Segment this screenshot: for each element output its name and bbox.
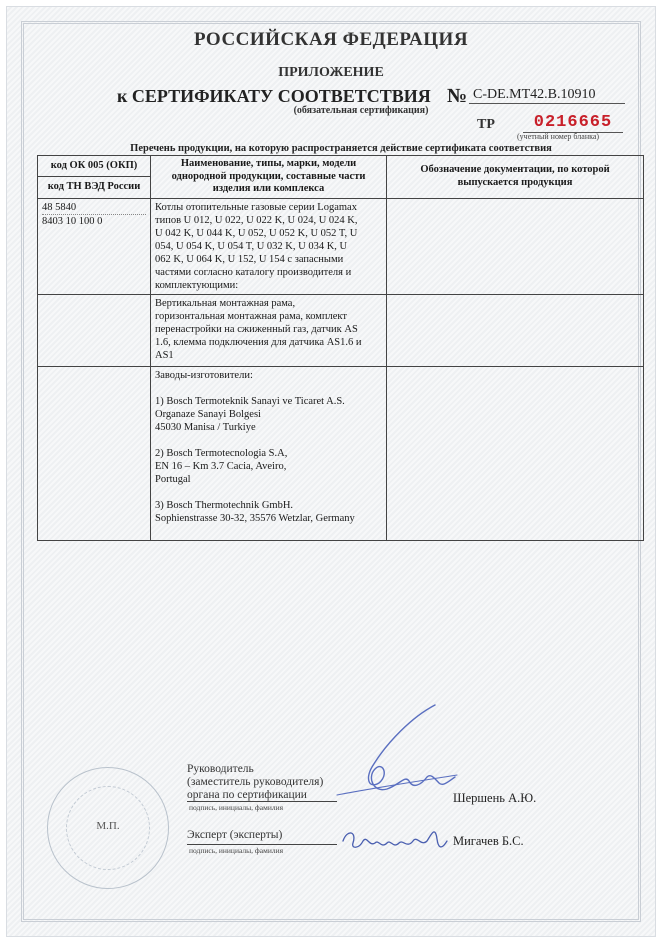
codes-cell xyxy=(38,294,151,366)
documentation-cell xyxy=(387,294,644,366)
description-line: 062 K, U 064 K, U 152, U 154 с запасными xyxy=(155,253,344,265)
product-description xyxy=(151,198,387,294)
blank-number: 0216665 xyxy=(523,113,623,133)
manufacturers-title: Заводы-изготовители: xyxy=(155,369,253,381)
codes-cell xyxy=(38,198,151,294)
manufacturers-cell xyxy=(151,366,387,540)
manufacturer-line: Portugal xyxy=(155,473,191,485)
manufacturer-line: 3) Bosch Thermotechnik GmbH. xyxy=(155,499,294,511)
manufacturer-line: 2) Bosch Termotecnologia S.A, xyxy=(155,447,288,459)
head-label-line: органа по сертификации xyxy=(187,789,307,801)
certificate-page xyxy=(6,6,656,937)
table-row xyxy=(38,294,644,366)
expert-signature-line xyxy=(187,844,337,845)
manufacturer-line: EN 16 – Km 3.7 Cacia, Aveiro, xyxy=(155,460,287,472)
accessories-description xyxy=(151,294,387,366)
certificate-number: C-DE.MT42.B.10910 xyxy=(469,87,625,104)
head-label-line: (заместитель руководителя) xyxy=(187,776,324,788)
code-header xyxy=(38,156,151,199)
expert-signature-caption: подпись, инициалы, фамилия xyxy=(189,846,284,855)
description-line: 1.6, клемма подключения для датчика AS1.6 и xyxy=(155,336,362,348)
description-line: Вертикальная монтажная рама, xyxy=(155,297,296,309)
blank-number-note: (учетный номер бланка) xyxy=(517,132,600,141)
documentation-cell xyxy=(387,366,644,540)
tnved-code-header: код ТН ВЭД России xyxy=(47,181,141,193)
tp-label: ТР xyxy=(477,117,495,132)
tnved-code: 8403 10 100 0 xyxy=(42,215,103,227)
manufacturer-line: 45030 Manisa / Turkiye xyxy=(155,421,256,433)
description-line: комплектующими: xyxy=(155,279,239,291)
documentation-cell xyxy=(387,198,644,294)
description-line: Котлы отопительные газовые серии Logamax xyxy=(155,201,357,213)
certification-type: (обязательная сертификация) xyxy=(293,105,429,116)
head-name: Шершень А.Ю. xyxy=(453,791,537,805)
head-handwritten-signature xyxy=(317,697,467,817)
country-title: РОССИЙСКАЯ ФЕДЕРАЦИЯ xyxy=(193,29,469,50)
number-sign: № xyxy=(447,85,468,107)
description-line: 054, U 054 K, U 054 T, U 032 K, U 034 K, U xyxy=(155,240,348,252)
description-line: AS1 xyxy=(155,349,174,361)
head-signature-caption: подпись, инициалы, фамилия xyxy=(189,803,284,812)
okp-code: 48 5840 xyxy=(42,201,146,215)
expert-name: Мигачев Б.С. xyxy=(453,834,524,848)
table-header-row xyxy=(38,156,644,199)
table-row xyxy=(38,198,644,294)
description-line: U 042 K, U 044 K, U 052, U 052 K, U 052 T, U xyxy=(155,227,358,239)
expert-handwritten-signature xyxy=(337,819,457,859)
head-signature-line xyxy=(187,801,337,802)
okp-code-header: код ОК 005 (ОКП) xyxy=(38,156,150,177)
product-name-header: Наименование, типы, марки, модели однородной продукции, составные части изделия или комплекса xyxy=(151,156,387,199)
manufacturer-line: 1) Bosch Termoteknik Sanayi ve Ticaret A.S. xyxy=(155,395,345,407)
manufacturer-line: Organaze Sanayi Bolgesi xyxy=(155,408,261,420)
codes-cell xyxy=(38,366,151,540)
stamp-label: М.П. xyxy=(96,820,120,832)
expert-label: Эксперт (эксперты) xyxy=(187,829,283,841)
product-list-title: Перечень продукции, на которую распространяется действие сертификата соответствия xyxy=(130,143,552,154)
product-table xyxy=(37,155,644,541)
table-row xyxy=(38,366,644,540)
certificate-title: к СЕРТИФИКАТУ СООТВЕТСТВИЯ xyxy=(117,86,431,106)
description-line: частями согласно каталогу производителя и xyxy=(155,266,352,278)
seal-stamp xyxy=(47,767,169,889)
description-line: горизонтальная монтажная рама, комплект xyxy=(155,310,347,322)
description-line: перенастройки на сжиженный газ, датчик AS xyxy=(155,323,358,335)
head-signature-label xyxy=(187,763,323,802)
description-line: типов U 012, U 022, U 022 K, U 024, U 024 K, xyxy=(155,214,358,226)
manufacturer-line: Sophienstrasse 30-32, 35576 Wetzlar, Germany xyxy=(155,512,355,524)
head-label-line: Руководитель xyxy=(187,763,254,775)
documentation-header: Обозначение документации, по которой выпускается продукция xyxy=(387,156,644,199)
appendix-title: ПРИЛОЖЕНИЕ xyxy=(278,65,384,80)
